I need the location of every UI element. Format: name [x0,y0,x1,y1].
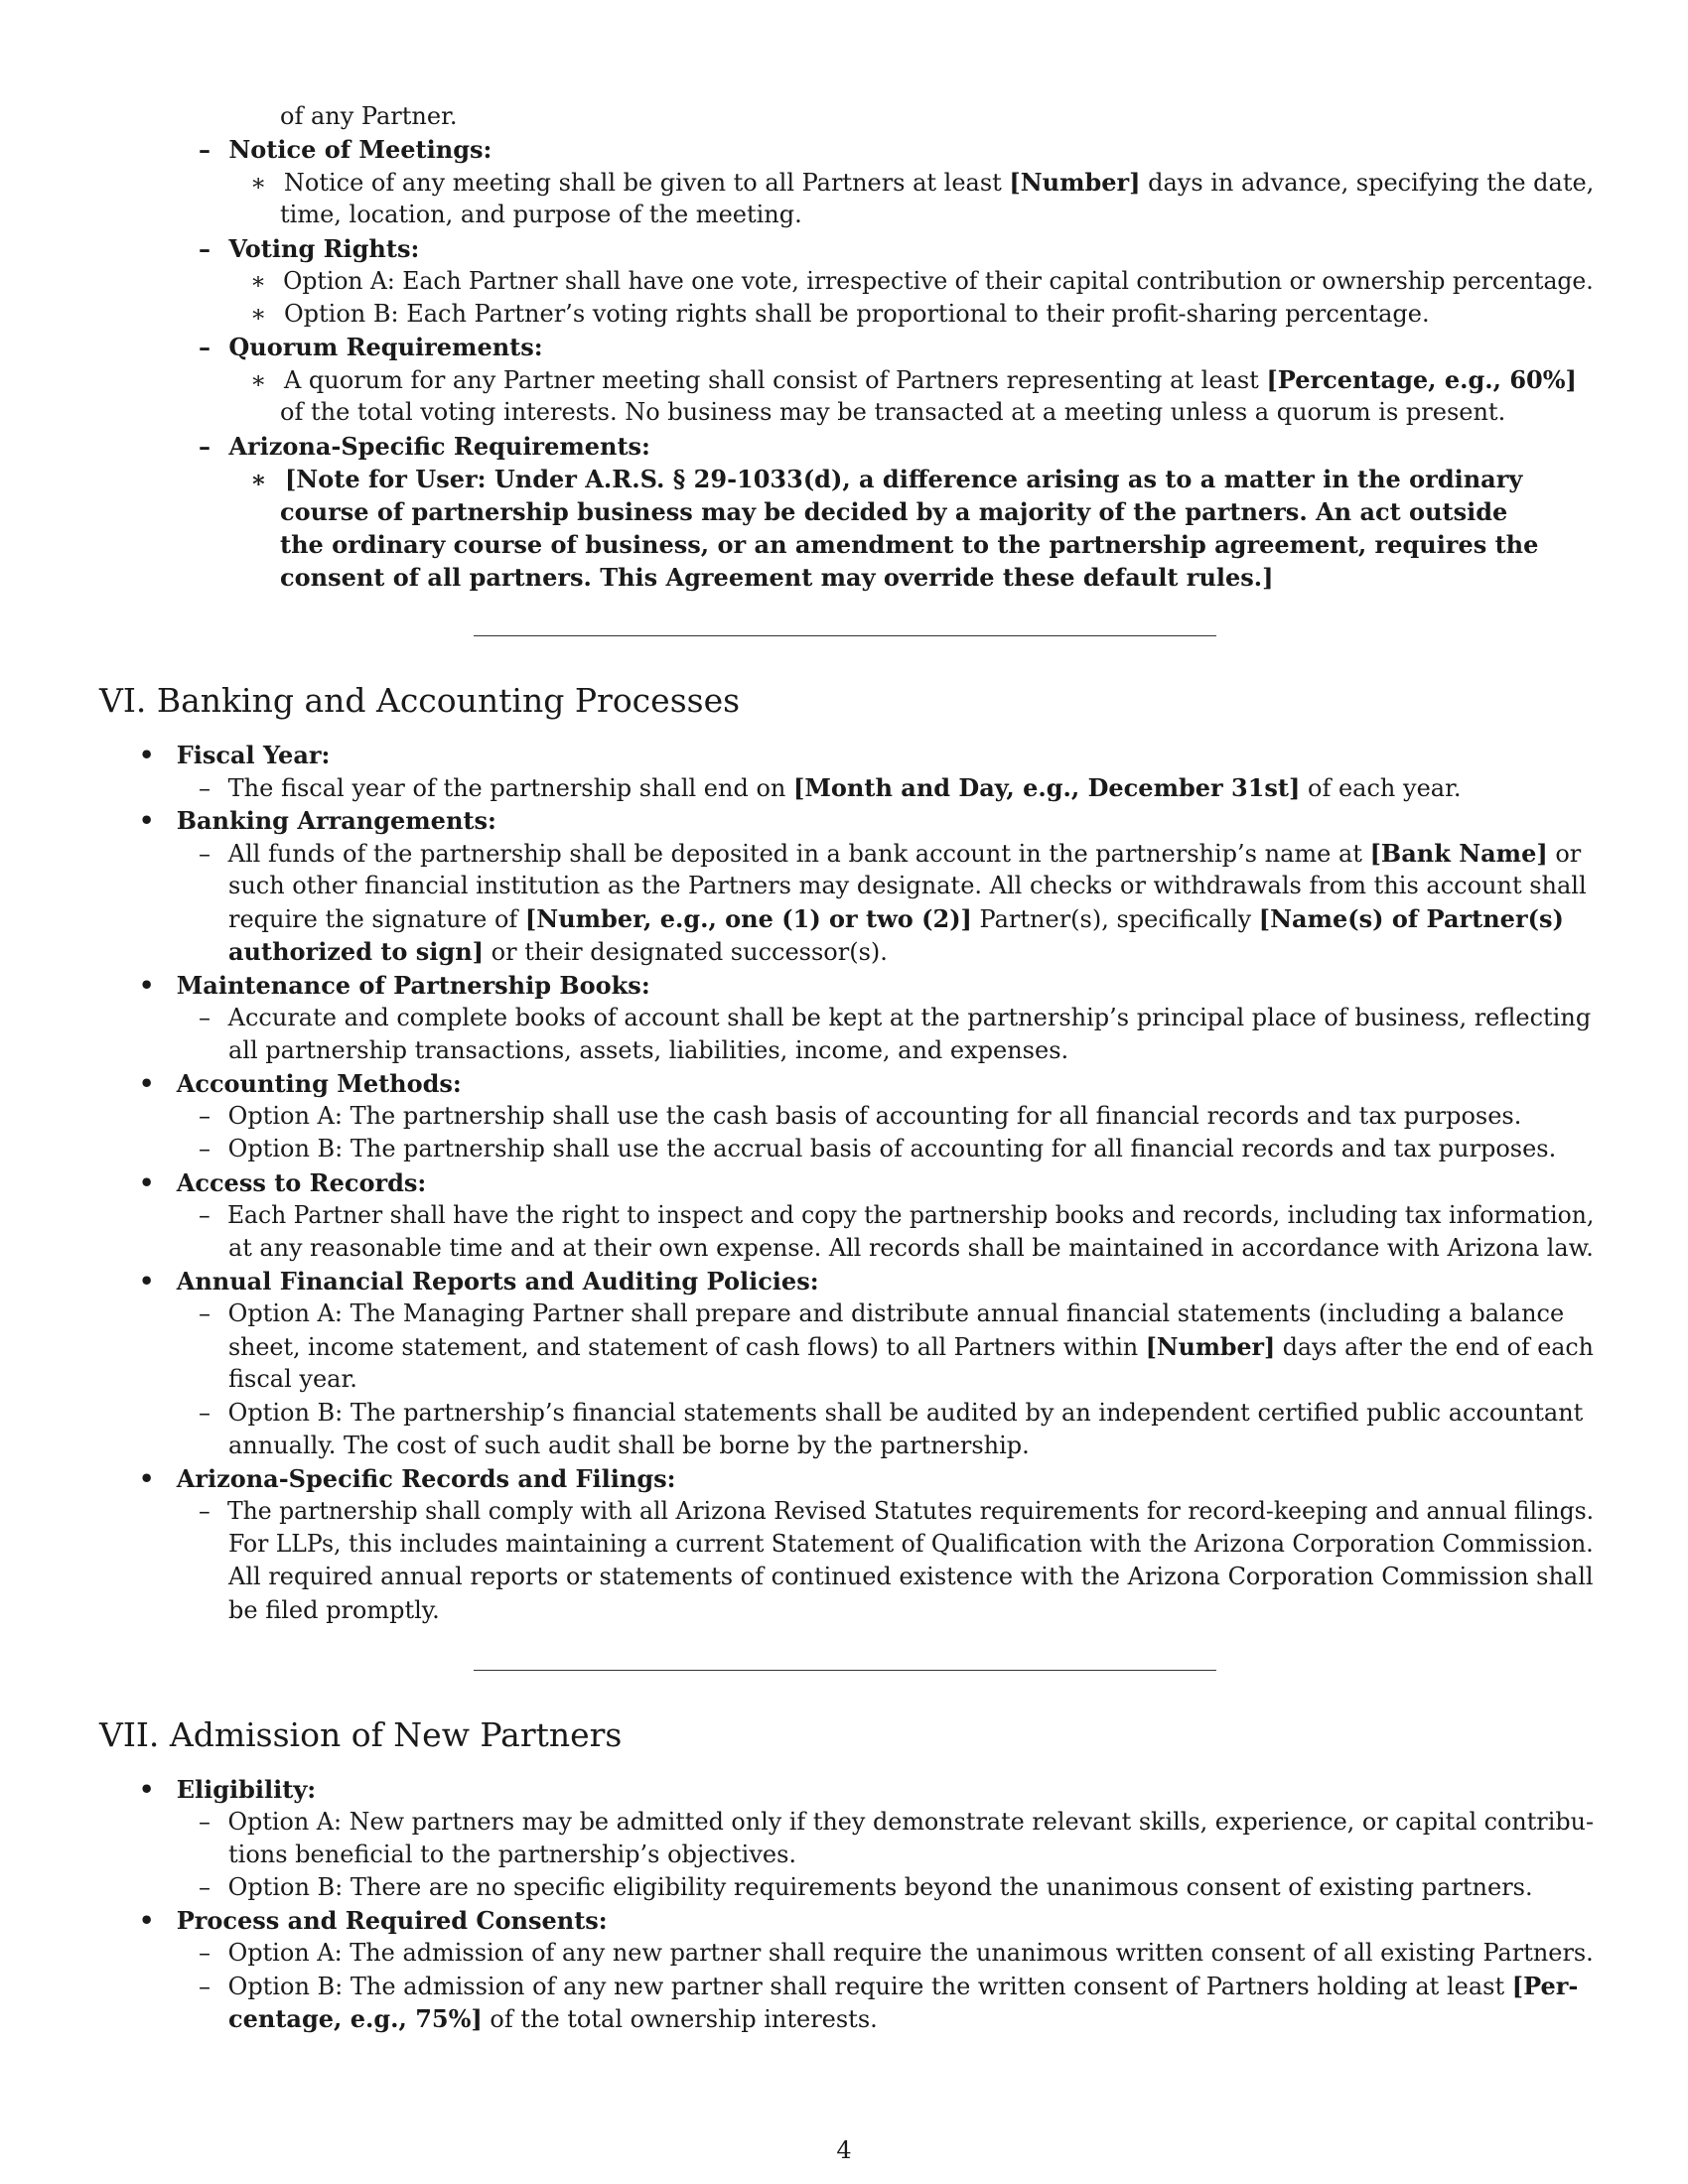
section-6-title: VI. Banking and Accounting Processes [99,681,741,720]
books-line-1: – Accurate and complete books of account shall be kept at the partnership’s principal place of business, reflecting [199,1004,1592,1031]
page-number: 4 [836,2136,852,2164]
continuation-text: of any Partner. [280,102,458,130]
dash-bullet: – [199,1973,211,2000]
dash-bullet: – [199,333,211,361]
methods-option-b: – Option B: The partnership shall use the accrual basis of accounting for all financial records and tax purposes. [199,1135,1557,1162]
dash-bullet: – [199,1399,211,1427]
star-bullet: ∗ [250,366,267,394]
fiscal-line: – The fiscal year of the partnership shall end on [Month and Day, e.g., December 31st] of each year. [199,773,1462,802]
reports-option-b-line-2: annually. The cost of such audit shall be borne by the partnership. [228,1432,1030,1459]
eligibility-option-a-line-2: tions beneficial to the partnership’s objectives. [228,1841,797,1868]
dash-bullet: – [199,1004,211,1031]
item-process-consents: • Process and Required Consents: [139,1906,608,1935]
az-note-line-4: consent of all partners. This Agreement may override these default rules.] [280,563,1274,592]
filings-line-1: – The partnership shall comply with all Arizona Revised Statutes requirements for record-keeping and annual filings. [199,1497,1595,1525]
dot-bullet: • [139,1069,155,1098]
dash-bullet: – [199,1299,211,1327]
process-option-b-line-2: centage, e.g., 75%] of the total ownership interests. [228,2004,878,2033]
dash-bullet: – [199,432,211,461]
dash-bullet: – [199,1497,211,1525]
dash-bullet: – [199,135,211,164]
filings-line-2: For LLPs, this includes maintaining a current Statement of Qualification with the Arizona Corporation Commission. [228,1530,1594,1558]
item-arizona-filings: • Arizona-Specific Records and Filings: [139,1464,676,1493]
dash-bullet: – [199,840,211,868]
filings-line-4: be filed promptly. [228,1596,440,1624]
quorum-line-2: of the total voting interests. No business may be transacted at a meeting unless a quorum is present. [280,398,1506,426]
process-option-a: – Option A: The admission of any new partner shall require the unanimous written consent of all existing Partners. [199,1939,1594,1967]
dash-bullet: – [199,1808,211,1836]
reports-option-a-line-3: fiscal year. [228,1365,357,1393]
reports-option-a-line-2: sheet, income statement, and statement of cash flows) to all Partners within [Number] days after the end of each [228,1332,1594,1361]
dash-bullet: – [199,1939,211,1967]
filings-line-3: All required annual reports or statements of continued existence with the Arizona Corporation Commission shall [228,1563,1594,1590]
dash-bullet: – [199,1201,211,1229]
item-eligibility: • Eligibility: [139,1775,317,1804]
section-7-title: VII. Admission of New Partners [99,1715,623,1754]
banking-line-4: authorized to sign] or their designated successor(s). [228,937,888,966]
eligibility-option-b: – Option B: There are no specific eligibility requirements beyond the unanimous consent of existing partners. [199,1873,1533,1901]
az-note-line-2: course of partnership business may be decided by a majority of the partners. An act outside [280,497,1508,526]
notice-line-1: ∗ Notice of any meeting shall be given to all Partners at least [Number] days in advance, specifying the date, [250,168,1595,197]
subitem-quorum: – Quorum Requirements: [199,333,543,361]
dash-bullet: – [199,1135,211,1162]
az-note-line-1: ∗ [Note for User: Under A.R.S. § 29-1033(d), a difference arising as to a matter in the ordinary [250,465,1523,493]
dot-bullet: • [139,741,155,769]
access-line-1: – Each Partner shall have the right to inspect and copy the partnership books and records, including tax information, [199,1201,1595,1229]
item-banking: • Banking Arrangements: [139,806,496,835]
dash-bullet: – [199,234,211,263]
dash-bullet: – [199,774,211,802]
voting-option-a: ∗ Option A: Each Partner shall have one vote, irrespective of their capital contribution or ownership percentage. [250,267,1594,295]
star-bullet: ∗ [250,300,267,328]
section-divider [474,1670,1216,1671]
quorum-line-1: ∗ A quorum for any Partner meeting shall consist of Partners representing at least [Percentage, e.g., 60%] [250,365,1577,394]
banking-line-1: – All funds of the partnership shall be deposited in a bank account in the partnership’s name at [Bank Name] or [199,839,1582,868]
process-option-b-line-1: – Option B: The admission of any new partner shall require the written consent of Partners holding at least [Per- [199,1972,1579,2000]
item-accounting-methods: • Accounting Methods: [139,1069,462,1098]
item-annual-reports: • Annual Financial Reports and Auditing Policies: [139,1267,819,1296]
dot-bullet: • [139,1906,155,1935]
star-bullet: ∗ [250,267,266,295]
voting-option-b: ∗ Option B: Each Partner’s voting rights shall be proportional to their profit-sharing percentage. [250,300,1430,328]
subitem-voting-rights: – Voting Rights: [199,234,420,263]
dot-bullet: • [139,1267,155,1296]
methods-option-a: – Option A: The partnership shall use the cash basis of accounting for all financial records and tax purposes. [199,1102,1522,1130]
dot-bullet: • [139,806,155,835]
dash-bullet: – [199,1102,211,1130]
section-divider [474,635,1216,636]
item-access-records: • Access to Records: [139,1168,427,1197]
dash-bullet: – [199,1873,211,1901]
access-line-2: at any reasonable time and at their own expense. All records shall be maintained in accordance with Arizona law. [228,1234,1594,1262]
subitem-arizona-requirements: – Arizona-Specific Requirements: [199,432,650,461]
item-books: • Maintenance of Partnership Books: [139,971,650,1000]
dot-bullet: • [139,1464,155,1493]
subitem-notice-of-meetings [199,133,492,166]
notice-line-2: time, location, and purpose of the meeting. [280,201,802,228]
dot-bullet: • [139,1168,155,1197]
dot-bullet: • [139,1775,155,1804]
banking-line-3: require the signature of [Number, e.g., one (1) or two (2)] Partner(s), specifically [Name(s) of Partner(s) [228,904,1564,933]
notice-heading: Notice of Meetings: [228,135,492,164]
banking-line-2: such other financial institution as the Partners may designate. All checks or withdrawals from this account shall [228,872,1587,899]
star-bullet: ∗ [250,465,267,493]
reports-option-a-line-1: – Option A: The Managing Partner shall prepare and distribute annual financial statements (including a balance [199,1299,1565,1327]
az-note-line-3: the ordinary course of business, or an amendment to the partnership agreement, requires the [280,530,1539,559]
reports-option-b-line-1: – Option B: The partnership’s financial statements shall be audited by an independent certified public accountant [199,1399,1584,1427]
eligibility-option-a-line-1: – Option A: New partners may be admitted only if they demonstrate relevant skills, experience, or capital contribu- [199,1808,1595,1836]
books-line-2: all partnership transactions, assets, liabilities, income, and expenses. [228,1036,1069,1064]
item-fiscal-year: • Fiscal Year: [139,741,331,769]
star-bullet: ∗ [250,169,267,197]
dot-bullet: • [139,971,155,1000]
